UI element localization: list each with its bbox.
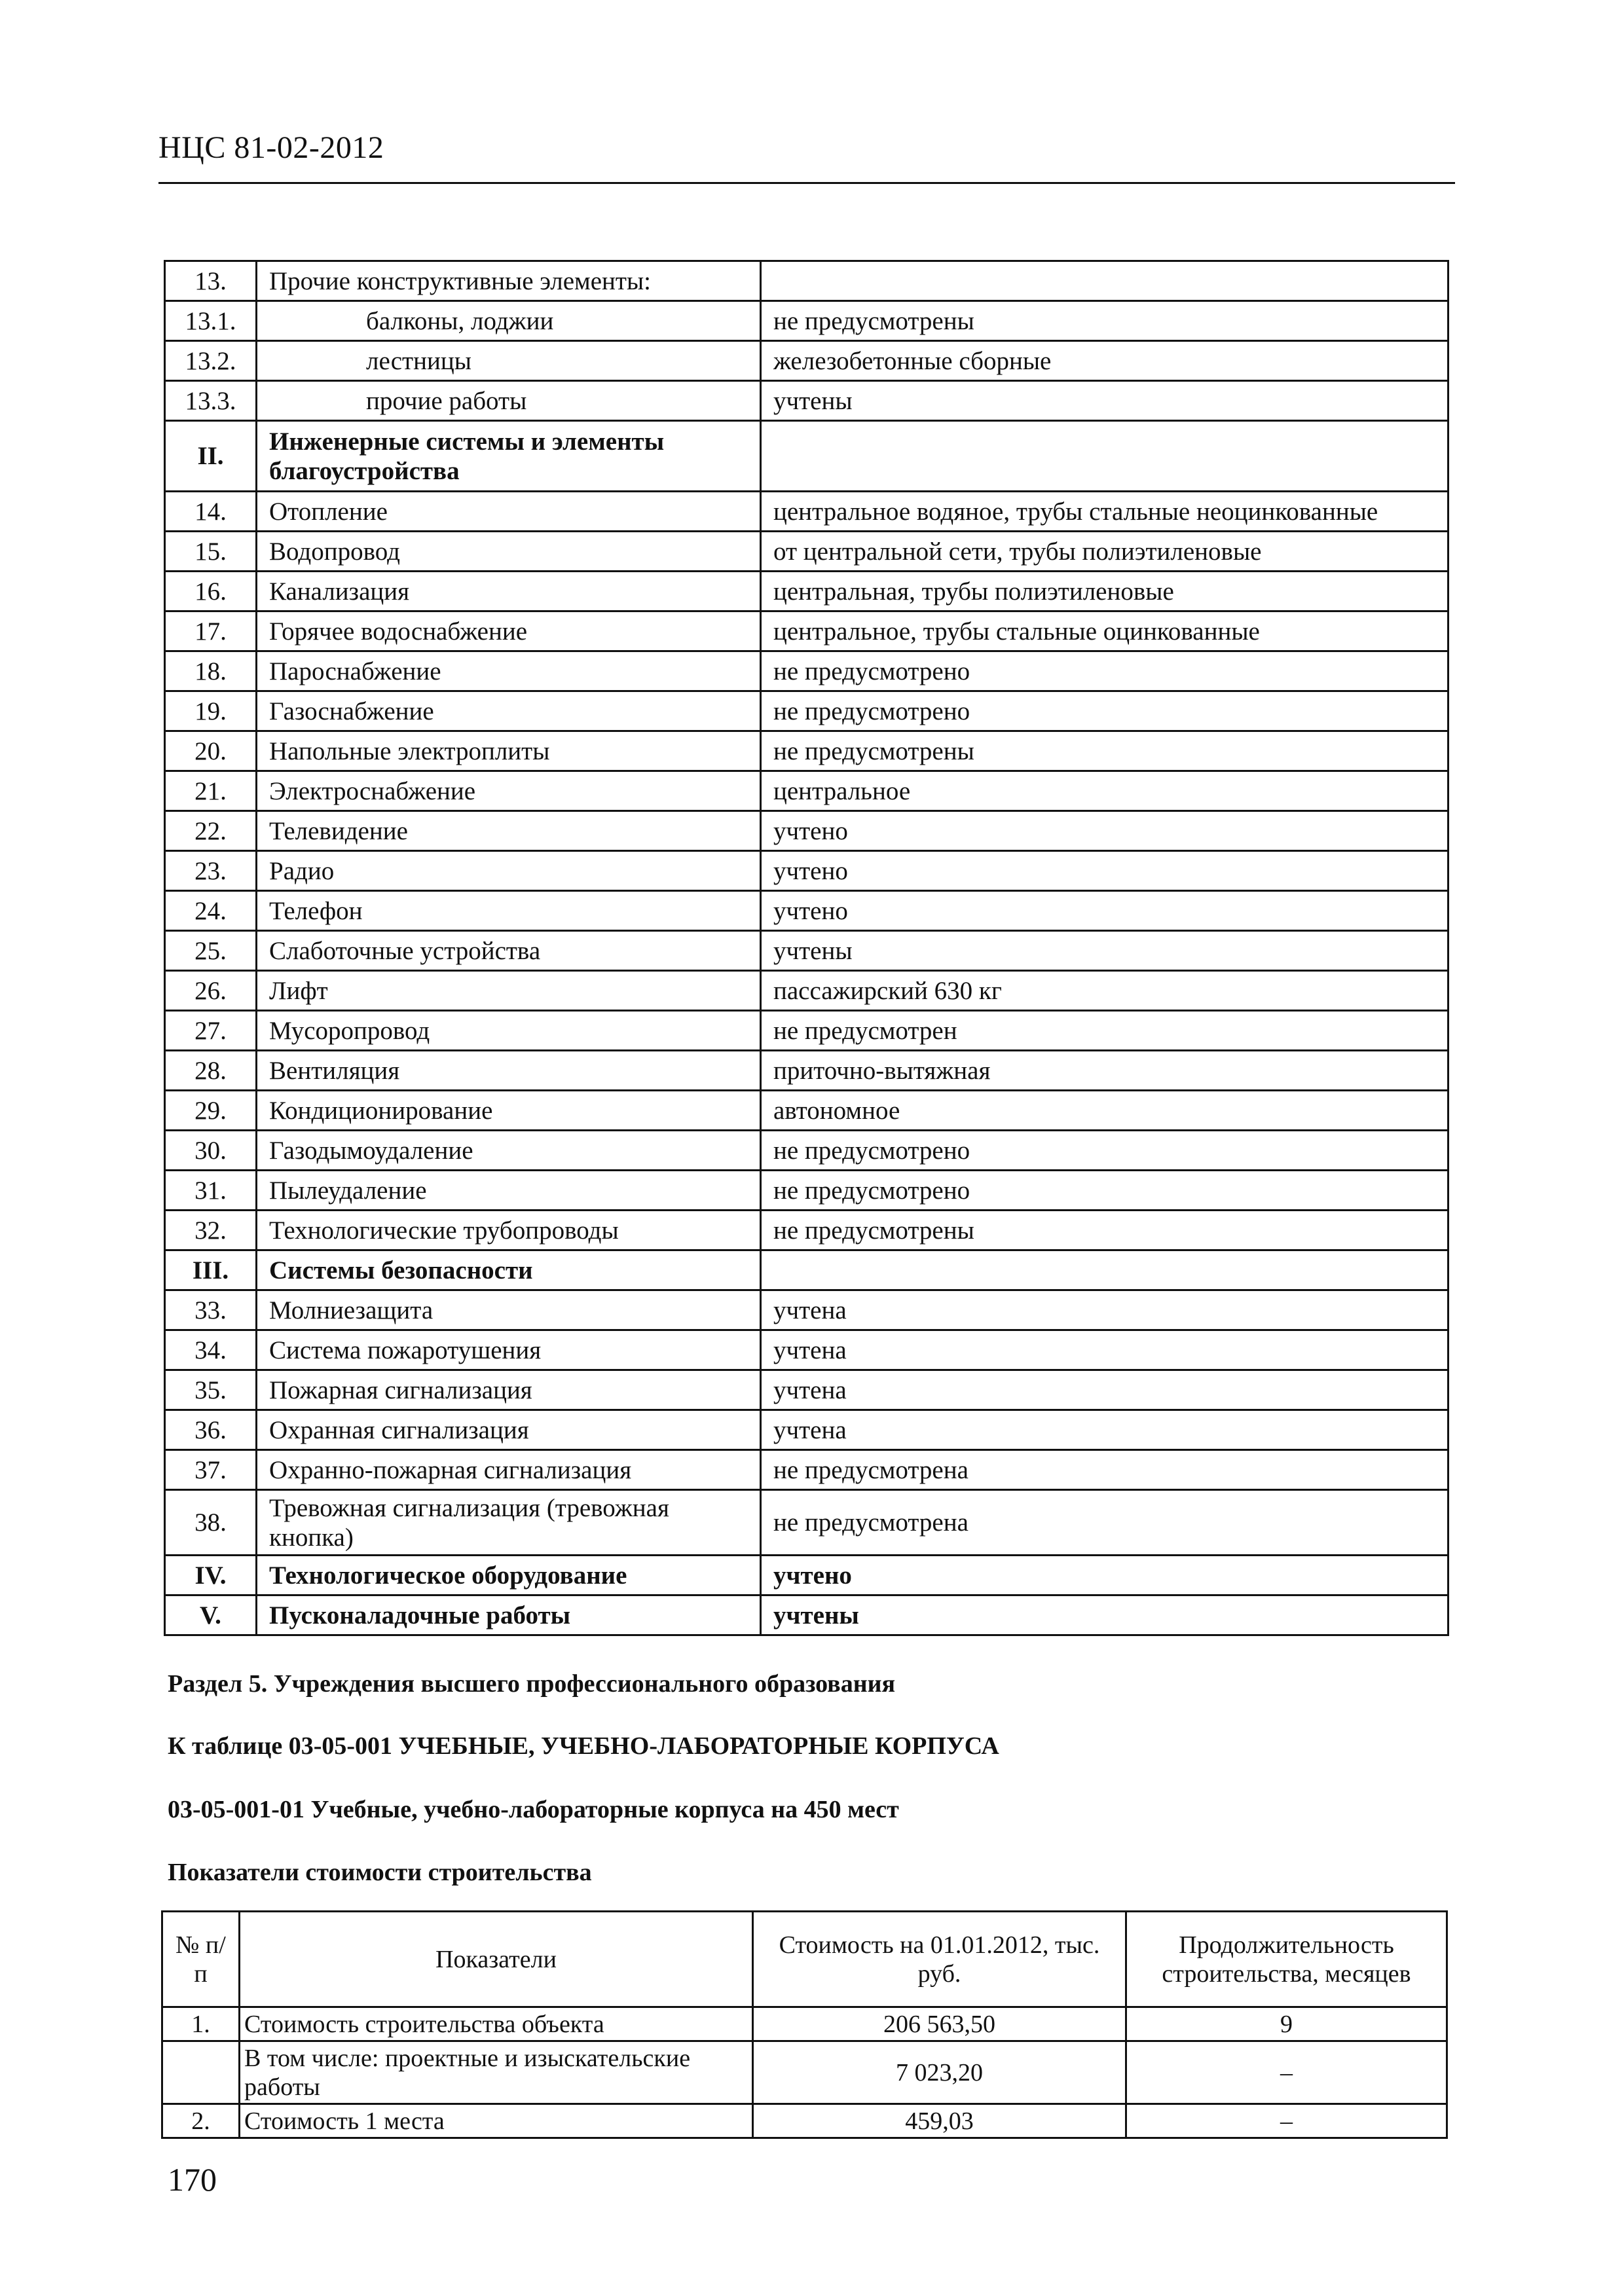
row-number: 13. bbox=[165, 261, 257, 301]
row-number: 13.2. bbox=[165, 341, 257, 381]
table-row bbox=[165, 651, 1449, 691]
row-element-name: Радио bbox=[257, 851, 761, 891]
row-element-name: прочие работы bbox=[257, 381, 761, 421]
row-element-value: учтена bbox=[761, 1370, 1449, 1410]
row-element-value: не предусмотрена bbox=[761, 1450, 1449, 1490]
row-name: Стоимость 1 места bbox=[240, 2104, 753, 2138]
row-element-name: Электроснабжение bbox=[257, 771, 761, 811]
row-element-name: Технологическое оборудование bbox=[257, 1556, 761, 1595]
row-name: В том числе: проектные и изыскательские работы bbox=[240, 2041, 753, 2104]
cost-table-header-row bbox=[162, 1912, 1447, 2007]
table-row bbox=[165, 261, 1449, 301]
row-element-value: пассажирский 630 кг bbox=[761, 971, 1449, 1011]
row-number: 30. bbox=[165, 1131, 257, 1171]
row-element-name: Прочие конструктивные элементы: bbox=[257, 261, 761, 301]
spec-table-body bbox=[165, 261, 1449, 1635]
table-row bbox=[165, 532, 1449, 572]
row-number: 19. bbox=[165, 691, 257, 731]
row-number: 34. bbox=[165, 1330, 257, 1370]
row-number: 20. bbox=[165, 731, 257, 771]
table-row bbox=[165, 891, 1449, 931]
table-row bbox=[165, 1091, 1449, 1131]
row-number: 38. bbox=[165, 1490, 257, 1556]
row-element-value: не предусмотрено bbox=[761, 1171, 1449, 1211]
table-row bbox=[165, 931, 1449, 971]
table-row bbox=[165, 301, 1449, 341]
table-row bbox=[165, 771, 1449, 811]
row-element-name: Пожарная сигнализация bbox=[257, 1370, 761, 1410]
row-duration: – bbox=[1126, 2041, 1447, 2104]
table-row bbox=[165, 1370, 1449, 1410]
row-number: 14. bbox=[165, 492, 257, 532]
header-cost: Стоимость на 01.01.2012, тыс. руб. bbox=[753, 1912, 1126, 2007]
row-number: 23. bbox=[165, 851, 257, 891]
row-element-name: Кондиционирование bbox=[257, 1091, 761, 1131]
document-code-header: НЦС 81-02-2012 bbox=[158, 130, 384, 165]
table-row bbox=[165, 971, 1449, 1011]
row-number: 29. bbox=[165, 1091, 257, 1131]
row-element-name: Тревожная сигнализация (тревожная кнопка) bbox=[257, 1490, 761, 1556]
row-element-value: не предусмотрены bbox=[761, 1211, 1449, 1250]
row-cost: 206 563,50 bbox=[753, 2007, 1126, 2041]
subtable-title: 03-05-001-01 Учебные, учебно-лабораторные корпуса на 450 мест bbox=[168, 1796, 899, 1823]
row-element-value: не предусмотрен bbox=[761, 1011, 1449, 1051]
row-element-name: балконы, лоджии bbox=[257, 301, 761, 341]
row-element-value: учтено bbox=[761, 811, 1449, 851]
row-number: 22. bbox=[165, 811, 257, 851]
row-element-value: центральное bbox=[761, 771, 1449, 811]
row-element-name: Газодымоудаление bbox=[257, 1131, 761, 1171]
table-row bbox=[165, 1450, 1449, 1490]
row-element-name: Слаботочные устройства bbox=[257, 931, 761, 971]
row-number: 31. bbox=[165, 1171, 257, 1211]
row-number: 26. bbox=[165, 971, 257, 1011]
row-number: 32. bbox=[165, 1211, 257, 1250]
row-element-name: Газоснабжение bbox=[257, 691, 761, 731]
indicators-title: Показатели стоимости строительства bbox=[168, 1859, 592, 1886]
section-row bbox=[165, 1595, 1449, 1635]
row-element-value: от центральной сети, трубы полиэтиленовые bbox=[761, 532, 1449, 572]
row-number: 28. bbox=[165, 1051, 257, 1091]
construction-spec-table bbox=[164, 260, 1449, 1636]
table-reference-title: К таблице 03-05-001 УЧЕБНЫЕ, УЧЕБНО-ЛАБОРАТОРНЫЕ КОРПУСА bbox=[168, 1732, 999, 1760]
table-row bbox=[165, 1290, 1449, 1330]
row-number: IV. bbox=[165, 1556, 257, 1595]
row-element-name: Охранная сигнализация bbox=[257, 1410, 761, 1450]
row-element-value: учтены bbox=[761, 1595, 1449, 1635]
table-row bbox=[165, 1410, 1449, 1450]
row-element-name: Инженерные системы и элементы благоустройства bbox=[257, 421, 761, 492]
header-divider bbox=[158, 182, 1455, 184]
row-element-name: Напольные электроплиты bbox=[257, 731, 761, 771]
row-element-value: центральное водяное, трубы стальные неоцинкованные bbox=[761, 492, 1449, 532]
table-row bbox=[165, 731, 1449, 771]
row-element-value bbox=[761, 261, 1449, 301]
header-num: № п/п bbox=[162, 1912, 240, 2007]
row-element-name: Телефон bbox=[257, 891, 761, 931]
row-element-name: Вентиляция bbox=[257, 1051, 761, 1091]
row-element-value: учтено bbox=[761, 851, 1449, 891]
row-element-value: не предусмотрена bbox=[761, 1490, 1449, 1556]
row-element-name: Пылеудаление bbox=[257, 1171, 761, 1211]
row-element-value: центральное, трубы стальные оцинкованные bbox=[761, 611, 1449, 651]
row-element-name: лестницы bbox=[257, 341, 761, 381]
row-element-name: Телевидение bbox=[257, 811, 761, 851]
row-cost: 7 023,20 bbox=[753, 2041, 1126, 2104]
row-num: 1. bbox=[162, 2007, 240, 2041]
row-number: V. bbox=[165, 1595, 257, 1635]
table-row bbox=[165, 572, 1449, 611]
row-element-name: Отопление bbox=[257, 492, 761, 532]
row-element-value: центральная, трубы полиэтиленовые bbox=[761, 572, 1449, 611]
table-row bbox=[165, 1490, 1449, 1556]
row-element-value: учтена bbox=[761, 1330, 1449, 1370]
row-element-value: учтена bbox=[761, 1410, 1449, 1450]
row-element-name: Лифт bbox=[257, 971, 761, 1011]
table-row bbox=[165, 341, 1449, 381]
table-row bbox=[165, 1011, 1449, 1051]
row-number: 24. bbox=[165, 891, 257, 931]
row-element-name: Охранно-пожарная сигнализация bbox=[257, 1450, 761, 1490]
row-element-value: учтены bbox=[761, 381, 1449, 421]
row-number: 13.3. bbox=[165, 381, 257, 421]
row-element-name: Пароснабжение bbox=[257, 651, 761, 691]
row-number: 16. bbox=[165, 572, 257, 611]
row-element-value: учтено bbox=[761, 1556, 1449, 1595]
row-cost: 459,03 bbox=[753, 2104, 1126, 2138]
row-element-name: Молниезащита bbox=[257, 1290, 761, 1330]
table-row bbox=[165, 1211, 1449, 1250]
row-number: 17. bbox=[165, 611, 257, 651]
header-name: Показатели bbox=[240, 1912, 753, 2007]
table-row bbox=[165, 1051, 1449, 1091]
row-element-value: не предусмотрено bbox=[761, 651, 1449, 691]
row-element-name: Системы безопасности bbox=[257, 1250, 761, 1290]
section-row bbox=[165, 1250, 1449, 1290]
table-row bbox=[165, 381, 1449, 421]
row-number: 35. bbox=[165, 1370, 257, 1410]
row-num bbox=[162, 2041, 240, 2104]
row-element-name: Система пожаротушения bbox=[257, 1330, 761, 1370]
row-number: 21. bbox=[165, 771, 257, 811]
row-element-value: автономное bbox=[761, 1091, 1449, 1131]
row-number: 15. bbox=[165, 532, 257, 572]
row-element-value bbox=[761, 1250, 1449, 1290]
row-number: 33. bbox=[165, 1290, 257, 1330]
section-row bbox=[165, 421, 1449, 492]
row-element-name: Канализация bbox=[257, 572, 761, 611]
row-element-value: не предусмотрено bbox=[761, 1131, 1449, 1171]
section-row bbox=[165, 1556, 1449, 1595]
table-row bbox=[165, 1330, 1449, 1370]
row-element-value: приточно-вытяжная bbox=[761, 1051, 1449, 1091]
table-row bbox=[162, 2007, 1447, 2041]
row-element-name: Водопровод bbox=[257, 532, 761, 572]
row-element-value: учтены bbox=[761, 931, 1449, 971]
row-num: 2. bbox=[162, 2104, 240, 2138]
table-row bbox=[165, 851, 1449, 891]
table-row bbox=[165, 492, 1449, 532]
row-element-name: Горячее водоснабжение bbox=[257, 611, 761, 651]
row-element-value: не предусмотрено bbox=[761, 691, 1449, 731]
section-title: Раздел 5. Учреждения высшего профессионального образования bbox=[168, 1670, 896, 1698]
row-element-name: Технологические трубопроводы bbox=[257, 1211, 761, 1250]
row-number: 27. bbox=[165, 1011, 257, 1051]
table-row bbox=[162, 2041, 1447, 2104]
row-number: 25. bbox=[165, 931, 257, 971]
header-duration: Продолжительность строительства, месяцев bbox=[1126, 1912, 1447, 2007]
row-element-name: Мусоропровод bbox=[257, 1011, 761, 1051]
cost-indicators-table bbox=[161, 1910, 1448, 2139]
row-element-value: учтено bbox=[761, 891, 1449, 931]
page-number: 170 bbox=[168, 2161, 217, 2198]
row-name: Стоимость строительства объекта bbox=[240, 2007, 753, 2041]
row-element-value: учтена bbox=[761, 1290, 1449, 1330]
row-element-value: не предусмотрены bbox=[761, 301, 1449, 341]
row-number: III. bbox=[165, 1250, 257, 1290]
row-number: II. bbox=[165, 421, 257, 492]
row-number: 13.1. bbox=[165, 301, 257, 341]
table-row bbox=[162, 2104, 1447, 2138]
row-number: 36. bbox=[165, 1410, 257, 1450]
table-row bbox=[165, 811, 1449, 851]
table-row bbox=[165, 1171, 1449, 1211]
row-element-value: железобетонные сборные bbox=[761, 341, 1449, 381]
row-number: 37. bbox=[165, 1450, 257, 1490]
table-row bbox=[165, 691, 1449, 731]
row-element-value: не предусмотрены bbox=[761, 731, 1449, 771]
row-duration: 9 bbox=[1126, 2007, 1447, 2041]
table-row bbox=[165, 1131, 1449, 1171]
row-element-value bbox=[761, 421, 1449, 492]
row-duration: – bbox=[1126, 2104, 1447, 2138]
row-element-name: Пусконаладочные работы bbox=[257, 1595, 761, 1635]
table-row bbox=[165, 611, 1449, 651]
row-number: 18. bbox=[165, 651, 257, 691]
